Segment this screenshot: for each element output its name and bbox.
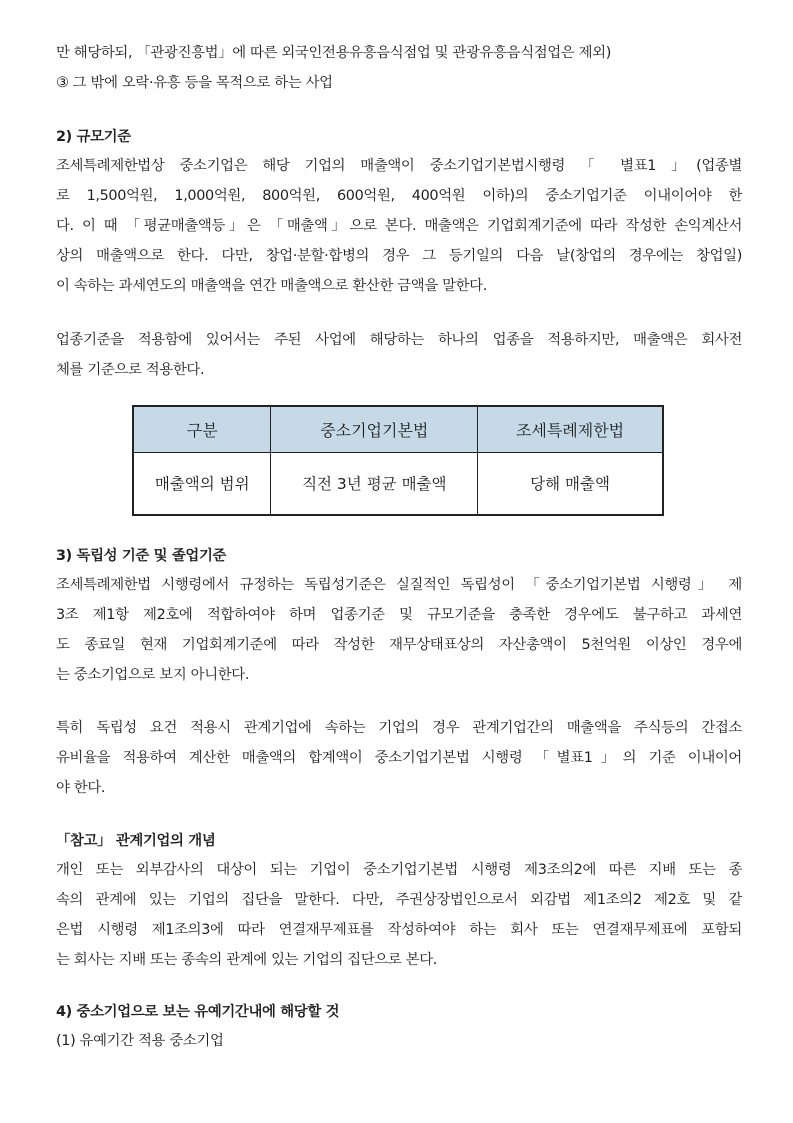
- text-line: 상의 매출액으로 한다. 다만, 창업·분할·합병의 경우 그 등기일의 다음 날(창업의 경우에는 창업일): [56, 248, 742, 264]
- text-line: 업종기준을 적용함에 있어서는 주된 사업에 해당하는 하나의 업종을 적용하지만, 매출액은 회사전: [56, 332, 742, 348]
- text-line: 개인 또는 외부감사의 대상이 되는 기업이 중소기업기본법 시행령 제3조의2에 따른 지배 또는 종: [56, 862, 742, 878]
- scale-paragraph-1: [56, 151, 742, 301]
- table-row: [133, 452, 663, 515]
- text-line: 만 해당하되, 「관광진흥법」에 따른 외국인전용유흥음식점업 및 관광유흥음식점업은 제외): [56, 45, 611, 61]
- text-line: 야 한다.: [56, 780, 106, 796]
- reference-heading: 「참고」 관계기업의 개념: [56, 833, 216, 849]
- text-line: 도 종료일 현재 기업회계기준에 따라 작성한 재무상태표상의 자산총액이 5천억원 이상인 경우에: [56, 637, 742, 653]
- section-heading-grace-period: 4) 중소기업으로 보는 유예기간내에 해당할 것: [56, 1004, 340, 1020]
- text-line: 은법 시행령 제1조의3에 따라 연결재무제표를 작성하여야 하는 회사 또는 연결재무제표에 포함되: [56, 922, 742, 938]
- table-cell: 직전 3년 평균 매출액: [271, 452, 478, 515]
- intro-paragraph: [56, 38, 742, 98]
- table-cell: 당해 매출액: [478, 452, 663, 515]
- text-line: 이 속하는 과세연도의 매출액을 연간 매출액으로 환산한 금액을 말한다.: [56, 278, 488, 294]
- text-line: 다. 이 때 「평균매출액등」은 「매출액」으로 본다. 매출액은 기업회계기준에 따라 작성한 손익계산서: [56, 218, 742, 234]
- text-line: 조세특례제한법상 중소기업은 해당 기업의 매출액이 중소기업기본법시행령 「 별표1 」(업종별: [56, 158, 742, 174]
- table-header-cell: 구분: [133, 406, 271, 452]
- text-line: ③ 그 밖에 오락·유흥 등을 목적으로 하는 사업: [56, 75, 333, 91]
- text-line: 는 회사는 지배 또는 종속의 관계에 있는 기업의 집단으로 본다.: [56, 952, 438, 968]
- text-line: 체를 기준으로 적용한다.: [56, 362, 205, 378]
- text-line: 유비율을 적용하여 계산한 매출액의 합계액이 중소기업기본법 시행령 「별표1」의 기준 이내이어: [56, 750, 742, 766]
- section-heading-scale: 2) 규모기준: [56, 129, 131, 145]
- section-heading-independence: 3) 독립성 기준 및 졸업기준: [56, 548, 227, 564]
- text-line: 특히 독립성 요건 적용시 관계기업에 속하는 기업의 경우 관계기업간의 매출액을 주식등의 간접소: [56, 720, 742, 736]
- independence-paragraph-1: [56, 570, 742, 690]
- text-line: 는 중소기업으로 보지 아니한다.: [56, 667, 250, 683]
- text-line: 속의 관계에 있는 기업의 집단을 말한다. 다만, 주권상장법인으로서 외감법 제1조의2 제2호 및 같: [56, 892, 742, 908]
- table-header-row: [133, 406, 663, 452]
- reference-paragraph: [56, 855, 742, 975]
- table-cell: 매출액의 범위: [133, 452, 271, 515]
- grace-period-item: (1) 유예기간 적용 중소기업: [56, 1033, 224, 1049]
- independence-paragraph-2: [56, 713, 742, 803]
- text-line: 로 1,500억원, 1,000억원, 800억원, 600억원, 400억원 이하)의 중소기업기준 이내이어야 한: [56, 188, 742, 204]
- text-line: 3조 제1항 제2호에 적합하여야 하며 업종기준 및 규모기준을 충족한 경우에도 불구하고 과세연: [56, 607, 742, 623]
- table-header-cell: 조세특례제한법: [478, 406, 663, 452]
- scale-paragraph-2: [56, 325, 742, 385]
- revenue-comparison-table: [132, 405, 664, 516]
- text-line: 조세특례제한법 시행령에서 규정하는 독립성기준은 실질적인 독립성이 「중소기업기본법 시행령」 제: [56, 577, 742, 593]
- table-header-cell: 중소기업기본법: [271, 406, 478, 452]
